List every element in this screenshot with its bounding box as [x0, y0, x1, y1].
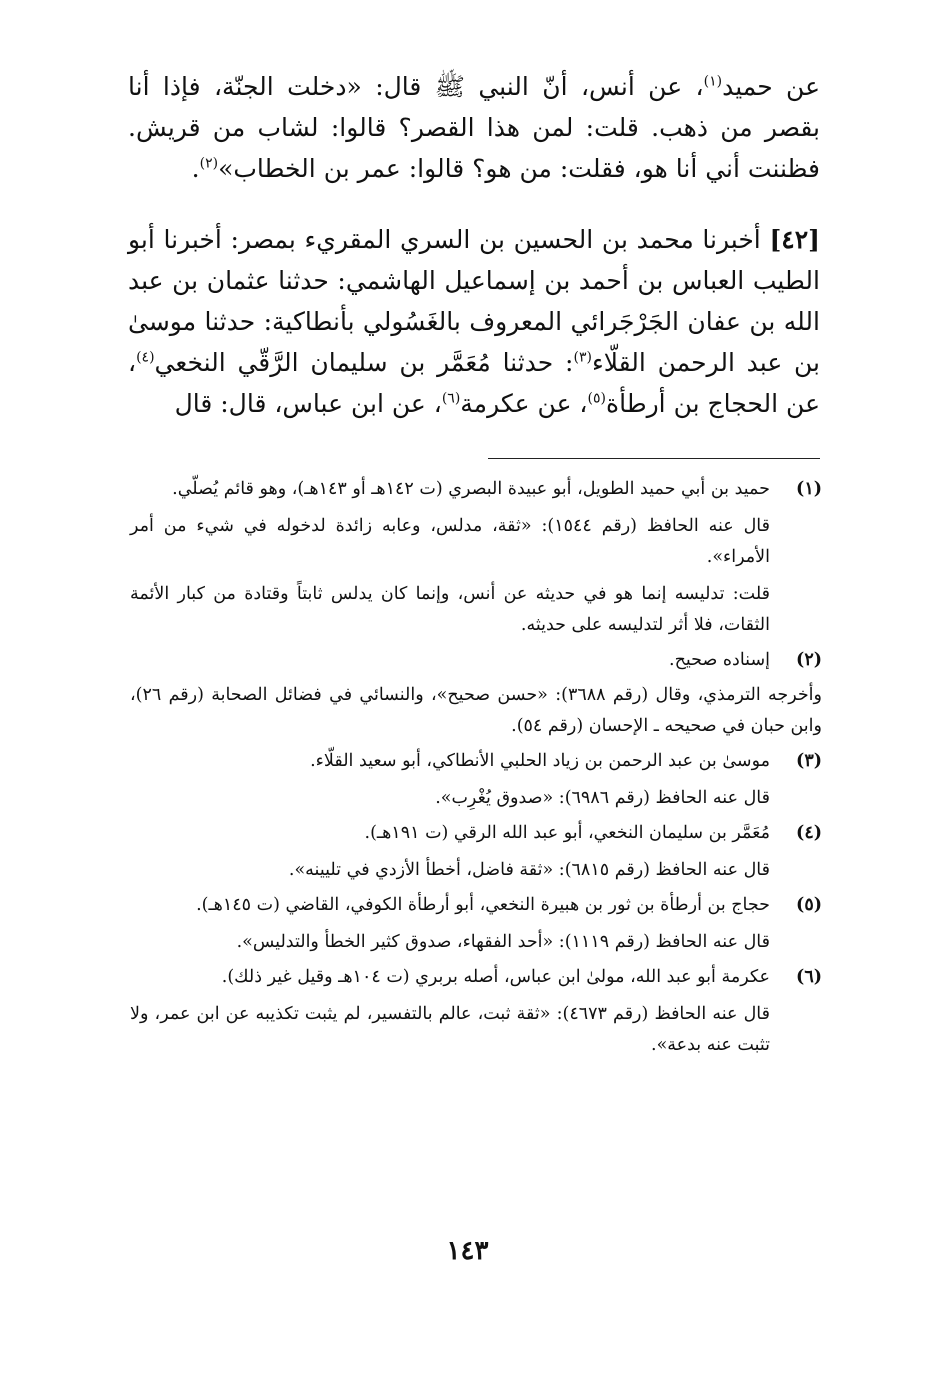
footnote-ref-2: (٢) — [199, 155, 219, 172]
text-segment: عن حميد — [722, 72, 820, 101]
footnote-body — [130, 746, 770, 814]
footnote-number: (٦) — [796, 967, 822, 987]
hadith-paragraph-2 — [128, 219, 820, 424]
footnote-text: قال عنه الحافظ (رقم ٤٦٧٣): «ثقة ثبت، عالم بالتفسير، لم يثبت تكذيبه عن ابن عمر، ولا تثبت عنه بدعة». — [130, 1004, 770, 1055]
footnote-body — [130, 890, 770, 958]
footnote-text: قلت: تدليسه إنما هو في حديثه عن أنس، وإنما كان يدلس ثابتاً وقتادة من كبار الأئمة الثقات، فلا أثر لتدليسه على حديثه. — [130, 584, 770, 635]
footnote-text: قال عنه الحافظ (رقم ١٥٤٤): «ثقة، مدلس، وعابه زائدة لدخوله في شيء من أمر الأمراء». — [130, 516, 770, 567]
footnote-1 — [130, 474, 822, 641]
text-segment: ، عن الحجاج بن أرطأة — [128, 348, 820, 418]
footnote-4 — [130, 818, 822, 886]
footnotes — [130, 470, 822, 1061]
footnote-ref-1: (١) — [703, 73, 723, 90]
footnote-ref-6: (٦) — [441, 390, 461, 407]
footnote-number: (٢) — [796, 650, 822, 670]
footnote-text: قال عنه الحافظ (رقم ٦٨١٥): «ثقة فاضل، أخطأ الأزدي في تليينه». — [288, 860, 770, 880]
footnote-number: (٤) — [796, 823, 822, 843]
footnote-body — [130, 962, 770, 1061]
footnote-body — [130, 818, 770, 886]
footnote-ref-4: (٤) — [136, 349, 155, 366]
footnote-text: مُعَمَّر بن سليمان النخعي، أبو عبد الله الرقي (ت ١٩١هـ). — [364, 823, 770, 843]
footnote-divider — [488, 458, 820, 459]
footnote-body — [130, 474, 770, 641]
text-segment: ، عن أنس، أنّ النبي ﷺ قال: «دخلت الجنّة، فإذا أنا بقصر من ذهب. قلت: لمن هذا القصر؟ قالوا: لشاب من قريش. فظننت أني أنا هو، فقلت: من هو؟ قالوا: عمر بن الخطاب» — [128, 72, 820, 183]
footnote-2-continuation: وأخرجه الترمذي، وقال (رقم ٣٦٨٨): «حسن صحيح»، والنسائي في فضائل الصحابة (رقم ٢٦)، وابن حبان في صحيحه ـ الإحسان (رقم ٥٤). — [130, 685, 822, 736]
footnote-number: (١) — [796, 479, 822, 499]
footnote-body — [130, 645, 770, 676]
text-segment: ، عن عكرمة — [460, 389, 588, 418]
hadith-paragraph-1 — [128, 66, 820, 189]
footnote-6 — [130, 962, 822, 1061]
footnote-text: موسىٰ بن عبد الرحمن بن زياد الحلبي الأنطاكي، أبو سعيد القلّاء. — [310, 751, 770, 771]
footnote-text: عكرمة أبو عبد الله، مولىٰ ابن عباس، أصله بربري (ت ١٠٤هـ وقيل غير ذلك). — [221, 967, 770, 987]
footnote-2 — [130, 645, 822, 676]
text-segment: ، عن ابن عباس، قال: قال — [174, 389, 442, 418]
footnote-text: حجاج بن أرطأة بن ثور بن هبيرة النخعي، أبو أرطأة الكوفي، القاضي (ت ١٤٥هـ). — [196, 895, 770, 915]
footnote-number: (٥) — [796, 895, 822, 915]
footnote-number: (٣) — [796, 751, 822, 771]
footnote-ref-5: (٥) — [587, 390, 606, 407]
text-segment: أخبرنا محمد بن الحسين بن السري المقريء بمصر: أخبرنا أبو الطيب العباس بن أحمد بن إسماعيل الهاشمي: حدثنا عثمان بن عبد الله بن عفان الجَرْجَرائي المعروف بالغَسُولي بأنطاكية: حدثنا موسىٰ بن عبد الرحمن القلّاء — [128, 225, 820, 377]
footnote-ref-3: (٣) — [573, 349, 592, 366]
hadith-number: [٤٢] — [769, 225, 820, 254]
footnote-text: إسناده صحيح. — [669, 650, 770, 670]
footnote-3 — [130, 746, 822, 814]
page-number: ١٤٣ — [446, 1236, 489, 1266]
footnote-text: قال عنه الحافظ (رقم ٦٩٨٦): «صدوق يُغْرِب». — [435, 788, 770, 808]
footnote-5 — [130, 890, 822, 958]
footnote-text: حميد بن أبي حميد الطويل، أبو عبيدة البصري (ت ١٤٢هـ أو ١٤٣هـ)، وهو قائم يُصلّي. — [172, 479, 770, 499]
main-text — [128, 66, 820, 424]
text-segment: : حدثنا مُعَمَّر بن سليمان الرَّقّي النخعي — [154, 348, 574, 377]
text-segment: . — [191, 154, 200, 183]
footnote-text: قال عنه الحافظ (رقم ١١١٩): «أحد الفقهاء، صدوق كثير الخطأ والتدليس». — [236, 932, 770, 952]
